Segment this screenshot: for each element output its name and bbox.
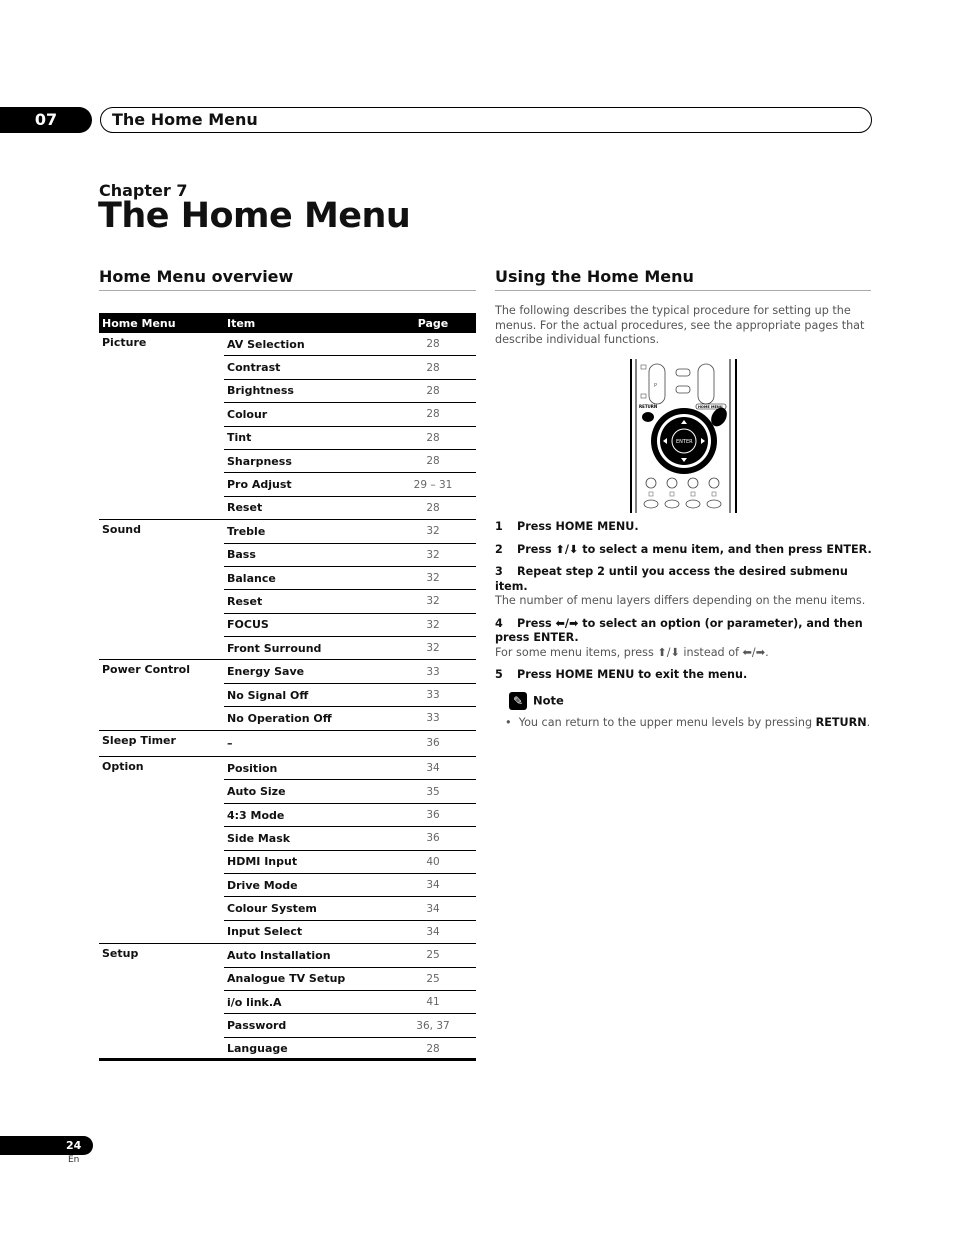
step-number: 3: [495, 565, 503, 578]
menu-item: Energy Save: [224, 660, 390, 683]
home-menu-table: [99, 313, 476, 1061]
svg-text:P: P: [654, 383, 658, 389]
menu-category: Sound: [99, 520, 224, 660]
col-item: Item: [224, 313, 390, 333]
menu-category: Setup: [99, 944, 224, 1061]
menu-page: 34: [390, 757, 476, 780]
menu-item: Drive Mode: [224, 873, 390, 896]
menu-category: Option: [99, 757, 224, 944]
menu-item: FOCUS: [224, 613, 390, 636]
menu-page: 32: [390, 566, 476, 589]
menu-page: 40: [390, 850, 476, 873]
note-title: Note: [533, 693, 564, 708]
menu-item: Auto Installation: [224, 944, 390, 967]
menu-page: 28: [390, 403, 476, 426]
language-code: En: [68, 1155, 80, 1165]
menu-item: Side Mask: [224, 827, 390, 850]
menu-item: Tint: [224, 426, 390, 449]
col-page: Page: [390, 313, 476, 333]
menu-item: –: [224, 730, 390, 756]
menu-page: 28: [390, 1037, 476, 1060]
note-bold-text: RETURN: [815, 716, 867, 729]
menu-page: 36, 37: [390, 1014, 476, 1037]
menu-item: Bass: [224, 543, 390, 566]
menu-item: Analogue TV Setup: [224, 967, 390, 990]
menu-item: Brightness: [224, 379, 390, 402]
menu-page: 32: [390, 613, 476, 636]
menu-category: Power Control: [99, 660, 224, 730]
step-number: 5: [495, 668, 503, 681]
menu-page: 32: [390, 520, 476, 543]
menu-item: Treble: [224, 520, 390, 543]
menu-page: 34: [390, 920, 476, 943]
table-row: [99, 757, 476, 780]
menu-item: Balance: [224, 566, 390, 589]
intro-text: The following describes the typical procedure for setting up the menus. For the actual procedures, see the appropriate pages that describe individual functions.: [495, 304, 865, 346]
step-subtext: The number of menu layers differs depending on the menu items.: [495, 594, 866, 607]
menu-page: 36: [390, 803, 476, 826]
step-3: [495, 565, 873, 609]
note-item: • You can return to the upper menu levels by pressing RETURN.: [505, 716, 871, 729]
table-row: [99, 730, 476, 756]
menu-page: 28: [390, 496, 476, 519]
menu-page: 28: [390, 379, 476, 402]
menu-item: Pro Adjust: [224, 473, 390, 496]
menu-item: No Operation Off: [224, 707, 390, 730]
menu-item: Reset: [224, 496, 390, 519]
menu-page: 33: [390, 660, 476, 683]
menu-item: Password: [224, 1014, 390, 1037]
note-suffix: .: [866, 716, 871, 729]
step-number: 2: [495, 542, 503, 556]
using-heading: Using the Home Menu: [495, 267, 694, 286]
menu-page: 36: [390, 827, 476, 850]
note-pencil-icon: ✎: [509, 692, 527, 710]
menu-item: Auto Size: [224, 780, 390, 803]
svg-text:ENTER: ENTER: [676, 439, 693, 445]
menu-page: 34: [390, 897, 476, 920]
menu-item: Front Surround: [224, 637, 390, 660]
menu-item: HDMI Input: [224, 850, 390, 873]
step-text: Press HOME MENU to exit the menu.: [517, 668, 748, 681]
menu-page: 34: [390, 873, 476, 896]
menu-page: 28: [390, 449, 476, 472]
menu-item: Input Select: [224, 920, 390, 943]
menu-page: 28: [390, 333, 476, 356]
menu-page: 25: [390, 967, 476, 990]
svg-text:RETURN: RETURN: [639, 404, 658, 409]
menu-item: Position: [224, 757, 390, 780]
menu-page: 29 – 31: [390, 473, 476, 496]
menu-item: Sharpness: [224, 449, 390, 472]
steps-list: [495, 520, 873, 691]
step-4: [495, 617, 873, 661]
menu-item: Contrast: [224, 356, 390, 379]
menu-page: 41: [390, 990, 476, 1013]
step-5: [495, 668, 873, 683]
table-header-row: [99, 313, 476, 333]
col-home-menu: Home Menu: [99, 313, 224, 333]
overview-heading: Home Menu overview: [99, 267, 294, 286]
step-text: Press ⬆/⬇ to select a menu item, and then press ENTER.: [517, 542, 872, 556]
overview-rule: [99, 290, 476, 291]
chapter-number: 07: [34, 110, 58, 129]
menu-item: Colour: [224, 403, 390, 426]
page-title: The Home Menu: [98, 196, 411, 236]
note-heading: [509, 692, 564, 710]
svg-text:HOME MENU: HOME MENU: [698, 405, 723, 409]
menu-item: No Signal Off: [224, 683, 390, 706]
step-1: [495, 520, 873, 535]
menu-page: 28: [390, 356, 476, 379]
menu-page: 33: [390, 707, 476, 730]
menu-item: 4:3 Mode: [224, 803, 390, 826]
table-row: [99, 333, 476, 356]
step-number: 1: [495, 520, 503, 533]
menu-item: i/o link.A: [224, 990, 390, 1013]
step-text: Press HOME MENU.: [517, 520, 639, 533]
menu-item: Reset: [224, 590, 390, 613]
menu-page: 32: [390, 590, 476, 613]
menu-category: Sleep Timer: [99, 730, 224, 756]
table-row: [99, 520, 476, 543]
menu-item: Colour System: [224, 897, 390, 920]
table-row: [99, 944, 476, 967]
menu-page: 32: [390, 637, 476, 660]
table-bottom-rule: [99, 1058, 476, 1060]
step-2: [495, 543, 873, 558]
menu-item: Language: [224, 1037, 390, 1060]
header-title: The Home Menu: [112, 110, 258, 129]
step-text: Repeat step 2 until you access the desired submenu item.: [495, 565, 848, 593]
note-text: You can return to the upper menu levels by pressing: [518, 716, 816, 729]
menu-category: Picture: [99, 333, 224, 520]
chapter-label: Chapter 7: [99, 181, 188, 200]
menu-page: 28: [390, 426, 476, 449]
menu-page: 25: [390, 944, 476, 967]
step-subtext: For some menu items, press ⬆/⬇ instead of ⬅/➡.: [495, 645, 769, 659]
step-text: Press ⬅/➡ to select an option (or parameter), and then press ENTER.: [495, 616, 863, 644]
menu-page: 32: [390, 543, 476, 566]
menu-page: 36: [390, 730, 476, 756]
table-row: [99, 660, 476, 683]
step-number: 4: [495, 616, 503, 630]
menu-item: AV Selection: [224, 333, 390, 356]
remote-control-image: [628, 359, 738, 513]
menu-page: 35: [390, 780, 476, 803]
page-number: 24: [66, 1139, 82, 1152]
using-rule: [495, 290, 871, 291]
menu-page: 33: [390, 683, 476, 706]
